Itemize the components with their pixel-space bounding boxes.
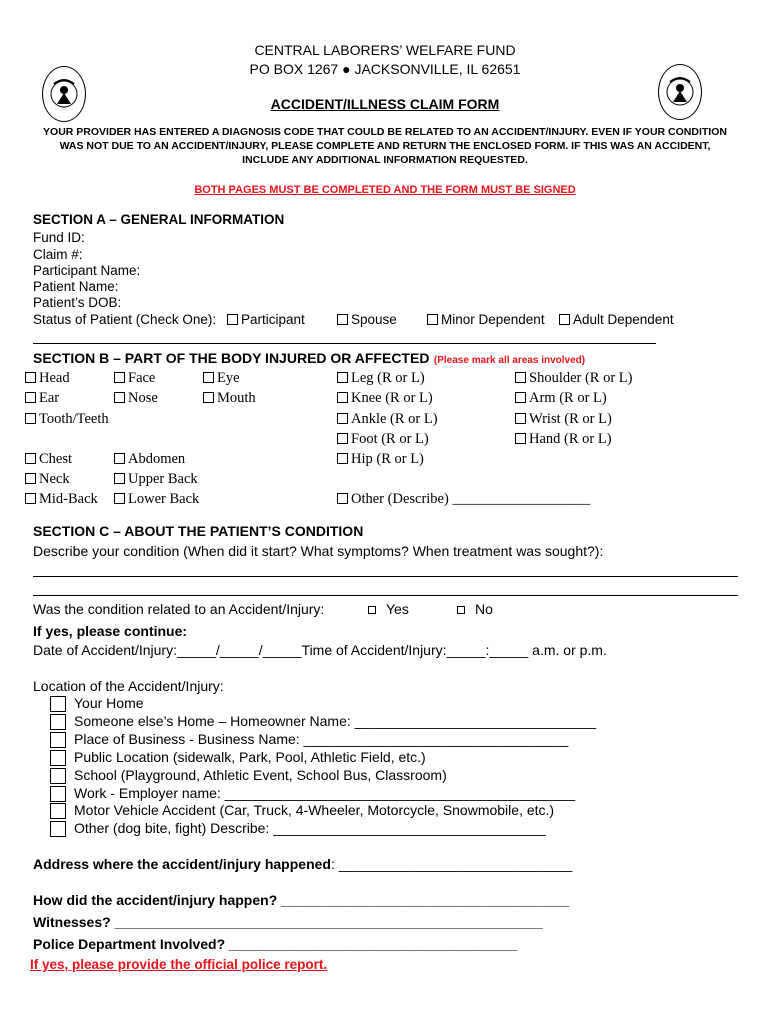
location-label: Location of the Accident/Injury: — [33, 678, 224, 694]
body-part-shoulder[interactable]: Shoulder (R or L) — [515, 370, 633, 387]
section-b-title: SECTION B – PART OF THE BODY INJURED OR AFFECTED — [33, 350, 430, 366]
location-public[interactable]: Public Location (sidewalk, Park, Pool, Athletic Field, etc.) — [50, 749, 426, 766]
location-your-home[interactable]: Your Home — [50, 695, 144, 712]
body-part-abdomen[interactable]: Abdomen — [114, 451, 185, 468]
body-part-eye[interactable]: Eye — [203, 370, 240, 387]
body-part-foot[interactable]: Foot (R or L) — [337, 431, 429, 448]
body-part-head[interactable]: Head — [25, 370, 70, 387]
date-time-field[interactable]: Date of Accident/Injury:_____/_____/_____Time of Accident/Injury:_____:_____ a.m. or p.m. — [33, 642, 607, 658]
police-department-field[interactable]: Police Department Involved? _____________________________________ — [33, 936, 518, 952]
body-part-wrist[interactable]: Wrist (R or L) — [515, 411, 612, 428]
provider-notice: YOUR PROVIDER HAS ENTERED A DIAGNOSIS CODE THAT COULD BE RELATED TO AN ACCIDENT/INJURY. EVEN IF YOUR CONDITION WAS NOT DUE TO AN ACCIDENT/INJURY, PLEASE COMPLETE AND RETURN THE ENCLOSED FORM. IF THIS WAS AN ACCIDENT, INCLUDE ANY ADDITIONAL INFORMATION REQUESTED. — [43, 126, 727, 166]
checkbox[interactable] — [227, 314, 238, 325]
section-divider — [33, 343, 656, 344]
section-a-title: SECTION A – GENERAL INFORMATION — [33, 212, 285, 227]
body-part-ankle[interactable]: Ankle (R or L) — [337, 411, 438, 428]
patient-name-label: Patient Name: — [33, 279, 119, 294]
status-participant[interactable]: Participant — [227, 312, 305, 328]
org-name: CENTRAL LABORERS’ WELFARE FUND — [254, 42, 516, 58]
police-report-note: If yes, please provide the official police report. — [30, 957, 328, 972]
location-business[interactable]: Place of Business - Business Name: __________________________________ — [50, 731, 568, 748]
status-adult-dependent[interactable]: Adult Dependent — [559, 312, 674, 328]
status-spouse[interactable]: Spouse — [337, 312, 397, 328]
describe-line-1[interactable] — [33, 576, 738, 577]
body-part-ear[interactable]: Ear — [25, 390, 59, 407]
body-part-knee[interactable]: Knee (R or L) — [337, 390, 433, 407]
location-school[interactable]: School (Playground, Athletic Event, School Bus, Classroom) — [50, 767, 447, 784]
section-b-note: (Please mark all areas involved) — [433, 355, 586, 366]
participant-name-label: Participant Name: — [33, 263, 141, 278]
claim-number-label: Claim #: — [33, 247, 83, 262]
describe-line-2[interactable] — [33, 595, 738, 596]
completion-warning: BOTH PAGES MUST BE COMPLETED AND THE FORM MUST BE SIGNED — [194, 184, 576, 196]
body-part-tooth[interactable]: Tooth/Teeth — [25, 411, 109, 428]
witnesses-field[interactable]: Witnesses? _______________________________________________________ — [33, 914, 543, 930]
location-motor-vehicle[interactable]: Motor Vehicle Accident (Car, Truck, 4-Wheeler, Motorcycle, Snowmobile, etc.) — [50, 802, 554, 819]
related-yes[interactable]: Yes — [368, 601, 409, 617]
fund-id-label: Fund ID: — [33, 230, 85, 245]
body-part-mid-back[interactable]: Mid-Back — [25, 491, 98, 508]
checkbox[interactable] — [559, 314, 570, 325]
body-part-hand[interactable]: Hand (R or L) — [515, 431, 612, 448]
describe-condition-label: Describe your condition (When did it start? What symptoms? When treatment was sought?): — [33, 543, 604, 559]
body-part-other[interactable]: Other (Describe) ___________________ — [337, 491, 590, 508]
status-label: Status of Patient (Check One): — [33, 312, 217, 327]
section-b-header — [33, 350, 585, 368]
location-someone-home[interactable]: Someone else’s Home – Homeowner Name: _______________________________ — [50, 713, 596, 730]
body-part-nose[interactable]: Nose — [114, 390, 158, 407]
body-part-hip[interactable]: Hip (R or L) — [337, 451, 424, 468]
body-part-arm[interactable]: Arm (R or L) — [515, 390, 607, 407]
body-part-neck[interactable]: Neck — [25, 471, 70, 488]
checkbox[interactable] — [427, 314, 438, 325]
related-no[interactable]: No — [457, 601, 493, 617]
if-yes-continue: If yes, please continue: — [33, 623, 188, 639]
location-other[interactable]: Other (dog bite, fight) Describe: ___________________________________ — [50, 820, 546, 837]
body-part-leg[interactable]: Leg (R or L) — [337, 370, 425, 387]
related-question: Was the condition related to an Accident/Injury: — [33, 601, 325, 617]
location-work[interactable]: Work - Employer name: _____________________________________________ — [50, 785, 575, 802]
org-address: PO BOX 1267 ● JACKSONVILLE, IL 62651 — [249, 61, 521, 77]
body-part-lower-back[interactable]: Lower Back — [114, 491, 199, 508]
checkbox[interactable] — [337, 314, 348, 325]
status-minor-dependent[interactable]: Minor Dependent — [427, 312, 545, 328]
accident-address-field[interactable]: Address where the accident/injury happened: ______________________________ — [33, 856, 573, 872]
form-title: ACCIDENT/ILLNESS CLAIM FORM — [270, 96, 500, 112]
how-happened-field[interactable]: How did the accident/injury happen? _____________________________________ — [33, 892, 570, 908]
section-c-title: SECTION C – ABOUT THE PATIENT’S CONDITION — [33, 523, 364, 539]
body-part-mouth[interactable]: Mouth — [203, 390, 256, 407]
patient-dob-label: Patient’s DOB: — [33, 295, 122, 310]
body-part-upper-back[interactable]: Upper Back — [114, 471, 198, 488]
body-part-face[interactable]: Face — [114, 370, 155, 387]
body-part-chest[interactable]: Chest — [25, 451, 72, 468]
